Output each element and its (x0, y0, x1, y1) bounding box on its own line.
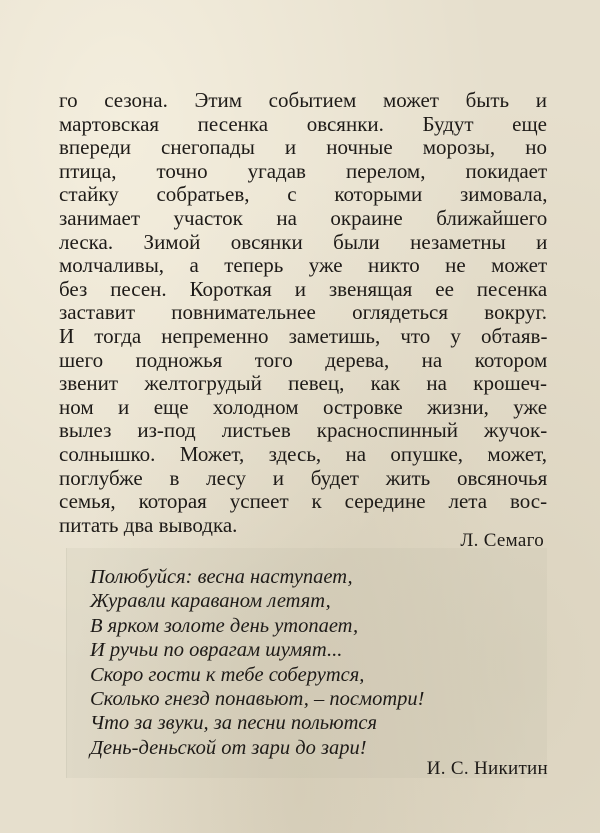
prose-line: занимает участок на окраине ближайшего (59, 205, 548, 230)
prose-line: впереди снегопады и ночные морозы, но (59, 135, 547, 160)
poem-verse: Журавли караваном летят, (90, 590, 331, 613)
poem-verse: Сколько гнезд понавьют, – посмотри! (90, 687, 425, 710)
prose-line: звенит желтогрудый певец, как на крошеч- (59, 371, 547, 396)
prose-line: молчаливы, а теперь уже никто не может (59, 253, 548, 278)
poem-author: И. С. Никитин (426, 758, 548, 779)
prose-line: солнышко. Может, здесь, на опушке, может, (59, 441, 547, 466)
prose-author: Л. Семаго (460, 530, 544, 551)
prose-line: питать два выводка. (59, 512, 238, 537)
poem-verse: Полюбуйся: весна наступает, (90, 566, 353, 588)
prose-line: шего подножья того дерева, на котором (59, 347, 548, 372)
prose-line: леска. Зимой овсянки были незаметны и (59, 229, 548, 254)
prose-line: ном и еще холодном островке жизни, уже (59, 394, 548, 419)
poem-verse: В ярком золоте день утопает, (90, 614, 359, 637)
poem-verse: День-деньской от зари до зари! (90, 736, 367, 759)
prose-line: го сезона. Этим событием может быть и (59, 88, 547, 112)
prose-line: семья, которая успеет к середине лета вос- (59, 489, 548, 514)
poem-verse: Скоро гости к тебе соберутся, (90, 663, 365, 686)
prose-line: И тогда непременно заметишь, что у обтаяв- (59, 323, 548, 348)
poem-verse: И ручьи по оврагам шумят... (90, 639, 343, 662)
prose-line: заставит повнимательнее оглядеться вокруг. (59, 300, 547, 325)
prose-line: мартовская песенка овсянки. Будут еще (59, 111, 547, 136)
prose-line: без песен. Короткая и звенящая ее песенка (59, 276, 548, 301)
poem-verse: Что за звуки, за песни польются (90, 712, 377, 735)
prose-line: птица, точно угадав перелом, покидает (59, 158, 548, 183)
poem (78, 565, 538, 760)
prose-line: стайку собратьев, с которыми зимовала, (59, 182, 548, 207)
prose-line: поглубже в лесу и будет жить овсяночья (59, 465, 548, 490)
prose-line: вылез из-под листьев красноспинный жучок- (59, 418, 548, 443)
prose-paragraph (59, 89, 547, 537)
